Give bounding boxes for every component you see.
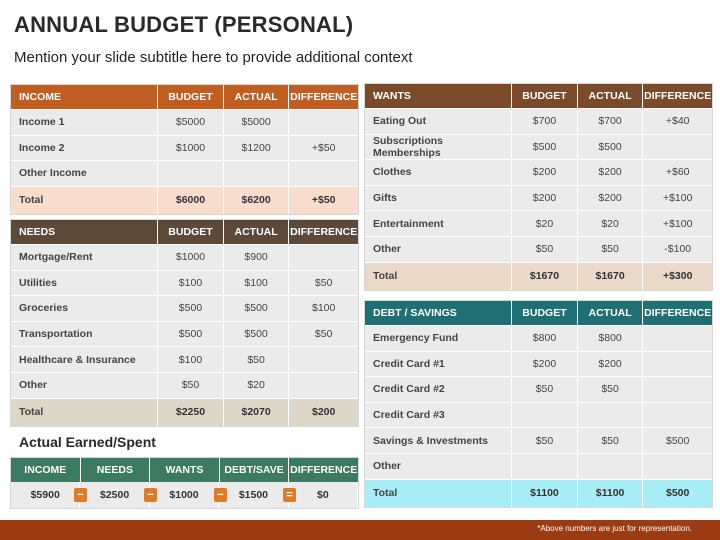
table-row [11, 136, 358, 162]
table-cell: Credit Card #1 [365, 352, 512, 377]
table-row [11, 110, 358, 136]
table-cell [158, 161, 224, 186]
income-header-row [11, 85, 358, 110]
table-cell: Income 1 [11, 110, 158, 135]
table-row [365, 428, 712, 454]
table-row [11, 161, 358, 187]
table-cell: $700 [578, 109, 644, 134]
wants-total-row [365, 263, 712, 290]
table-row [11, 245, 358, 271]
table-cell: $100 [158, 271, 224, 296]
wants-header-cell: BUDGET [512, 84, 578, 108]
table-cell [643, 135, 712, 160]
wants-header-row [365, 84, 712, 109]
table-cell: $5000 [158, 110, 224, 135]
debt-header-row [365, 301, 712, 326]
table-cell: $1000 [158, 245, 224, 270]
table-cell [289, 347, 358, 372]
table-cell: $50 [578, 377, 644, 402]
table-cell: $50 [224, 347, 290, 372]
table-cell: $1000 [158, 136, 224, 161]
table-row [11, 347, 358, 373]
table-cell: $200 [512, 186, 578, 211]
total-cell: +$300 [662, 270, 693, 283]
minus-operator-icon: − [144, 488, 157, 502]
table-row [11, 373, 358, 399]
total-cell: $1100 [512, 480, 578, 507]
page-subtitle: Mention your slide subtitle here to provide additional context [14, 49, 413, 66]
summary-header-needs: NEEDS [81, 458, 151, 482]
total-cell: Total [365, 263, 512, 290]
wants-header-cell: ACTUAL [578, 84, 644, 108]
table-cell: $50 [512, 428, 578, 453]
table-cell [289, 161, 358, 186]
table-row [365, 454, 712, 480]
needs-header-cell: DIFFERENCE [290, 226, 358, 238]
summary-header-income: INCOME [11, 458, 81, 482]
table-row [365, 211, 712, 237]
debt-header-cell: BUDGET [512, 301, 578, 325]
table-cell: Utilities [11, 271, 158, 296]
needs-total-row [11, 399, 358, 426]
debt-savings-table [364, 300, 713, 508]
income-header-cell: ACTUAL [224, 85, 290, 109]
table-cell: Other Income [11, 161, 158, 186]
table-cell [578, 403, 644, 428]
wants-header-cell: WANTS [365, 84, 512, 108]
table-cell: Eating Out [365, 109, 512, 134]
table-row [11, 322, 358, 348]
total-cell: Total [11, 399, 158, 426]
table-row [11, 296, 358, 322]
table-cell: $800 [578, 326, 644, 351]
table-cell: $20 [512, 211, 578, 236]
table-cell: $50 [314, 276, 333, 289]
table-cell: $100 [158, 347, 224, 372]
table-cell [289, 110, 358, 135]
table-cell: Subscriptions Memberships [365, 135, 512, 160]
table-row [365, 377, 712, 403]
table-cell [578, 454, 644, 479]
summary-header-wants: WANTS [150, 458, 220, 482]
table-cell [643, 377, 712, 402]
table-cell: $500 [512, 135, 578, 160]
table-cell: $50 [578, 237, 644, 262]
table-cell: Transportation [11, 322, 158, 347]
table-cell: Groceries [11, 296, 158, 321]
table-cell [512, 454, 578, 479]
total-cell: $1100 [578, 480, 644, 507]
table-cell [512, 403, 578, 428]
table-cell: $200 [578, 186, 644, 211]
summary-header-difference: DIFFERENCE [290, 464, 358, 476]
table-row [365, 326, 712, 352]
table-cell [643, 403, 712, 428]
total-cell: +$50 [311, 194, 336, 207]
summary-header-row [11, 458, 358, 482]
total-cell: $1670 [512, 263, 578, 290]
table-cell: Emergency Fund [365, 326, 512, 351]
total-cell: $200 [312, 406, 336, 419]
total-cell: $2250 [158, 399, 224, 426]
table-cell: $200 [578, 160, 644, 185]
table-row [365, 186, 712, 212]
summary-table [10, 457, 359, 509]
table-row [365, 135, 712, 161]
needs-table [10, 219, 359, 427]
needs-header-row [11, 220, 358, 245]
table-row [365, 237, 712, 263]
table-cell: $200 [512, 352, 578, 377]
needs-header-cell: NEEDS [11, 220, 158, 244]
table-cell: $20 [224, 373, 290, 398]
table-cell: $100 [312, 302, 336, 315]
total-cell: Total [365, 480, 512, 507]
debt-header-cell: ACTUAL [578, 301, 644, 325]
summary-value-income: $5900 [11, 482, 80, 508]
income-table [10, 84, 359, 215]
table-cell: $50 [314, 328, 333, 341]
table-cell: $500 [578, 135, 644, 160]
table-cell: Credit Card #2 [365, 377, 512, 402]
table-cell: $700 [512, 109, 578, 134]
minus-operator-icon: − [74, 488, 87, 502]
table-cell: Savings & Investments [365, 428, 512, 453]
needs-header-cell: ACTUAL [224, 220, 290, 244]
equals-operator-icon: = [283, 488, 296, 502]
table-cell: Clothes [365, 160, 512, 185]
table-cell [224, 161, 290, 186]
table-cell: $200 [512, 160, 578, 185]
table-cell: $800 [512, 326, 578, 351]
table-cell: $50 [512, 377, 578, 402]
table-cell: $500 [224, 322, 290, 347]
table-cell: Mortgage/Rent [11, 245, 158, 270]
total-cell: Total [11, 187, 158, 214]
table-cell: $900 [224, 245, 290, 270]
table-cell: Credit Card #3 [365, 403, 512, 428]
needs-header-cell: BUDGET [158, 220, 224, 244]
table-cell: $500 [224, 296, 290, 321]
income-header-cell: DIFFERENCE [290, 91, 358, 103]
table-cell: Other [365, 454, 512, 479]
table-cell: Healthcare & Insurance [11, 347, 158, 372]
income-total-row [11, 187, 358, 214]
summary-value-needs: $2500 [80, 482, 149, 508]
table-cell: Income 2 [11, 136, 158, 161]
wants-header-cell: DIFFERENCE [644, 90, 712, 102]
table-row [365, 352, 712, 378]
table-cell: +$100 [662, 217, 693, 230]
table-cell: +$60 [665, 166, 690, 179]
table-cell: +$100 [662, 192, 693, 205]
summary-value-debt-save: $1500 [219, 482, 288, 508]
table-cell [289, 373, 358, 398]
table-cell: $100 [224, 271, 290, 296]
table-cell: Other [11, 373, 158, 398]
total-cell: $6200 [224, 187, 290, 214]
table-cell: Other [365, 237, 512, 262]
footnote: *Above numbers are just for representation. [537, 524, 692, 533]
debt-header-cell: DEBT / SAVINGS [365, 301, 512, 325]
income-header-cell: INCOME [11, 85, 158, 109]
table-cell [643, 454, 712, 479]
page-title: ANNUAL BUDGET (PERSONAL) [14, 12, 354, 37]
table-cell: $200 [578, 352, 644, 377]
table-cell [289, 245, 358, 270]
debt-header-cell: DIFFERENCE [644, 307, 712, 319]
table-row [365, 109, 712, 135]
table-cell [643, 326, 712, 351]
table-cell: $500 [158, 296, 224, 321]
table-row [11, 271, 358, 297]
income-header-cell: BUDGET [158, 85, 224, 109]
table-cell: Entertainment [365, 211, 512, 236]
table-cell: +$50 [311, 141, 336, 154]
footer-bar [0, 520, 720, 540]
summary-value-difference: $0 [289, 482, 358, 508]
wants-table [364, 83, 713, 291]
table-row [365, 403, 712, 429]
debt-total-row [365, 480, 712, 507]
table-cell: $20 [578, 211, 644, 236]
table-cell: $5000 [224, 110, 290, 135]
summary-value-row [11, 482, 358, 508]
table-cell: -$100 [664, 243, 692, 256]
table-cell: $500 [158, 322, 224, 347]
total-cell: $6000 [158, 187, 224, 214]
table-cell: +$40 [665, 115, 690, 128]
table-cell: $50 [578, 428, 644, 453]
summary-value-wants: $1000 [150, 482, 219, 508]
table-cell: $50 [158, 373, 224, 398]
table-row [365, 160, 712, 186]
table-cell: $50 [512, 237, 578, 262]
total-cell: $2070 [224, 399, 290, 426]
total-cell: $500 [666, 487, 690, 500]
summary-header-debt-save: DEBT/SAVE [220, 458, 290, 482]
total-cell: $1670 [578, 263, 644, 290]
summary-label: Actual Earned/Spent [19, 434, 156, 450]
table-cell [643, 352, 712, 377]
table-cell: $1200 [224, 136, 290, 161]
table-cell: Gifts [365, 186, 512, 211]
table-cell: $500 [666, 434, 690, 447]
minus-operator-icon: − [214, 488, 227, 502]
